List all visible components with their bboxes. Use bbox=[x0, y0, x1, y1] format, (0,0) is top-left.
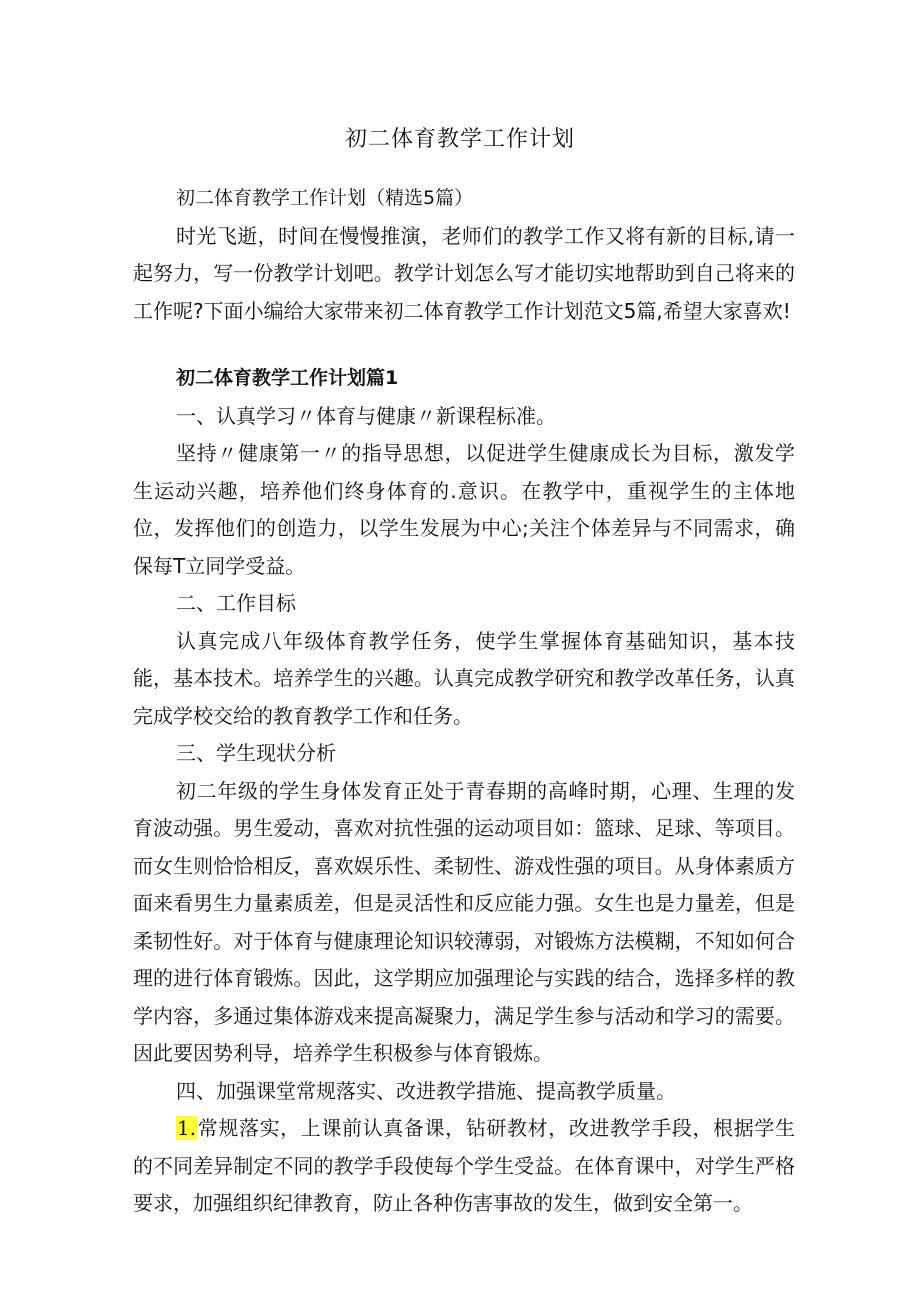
paragraph-3: 初二年级的学生身体发育正处于青春期的高峰时期，心理、生理的发育波动强。男生爱动，喜欢对抗性强的运动项目如：篮球、足球、等项目。而女生则恰恰相反，喜欢娱乐性、柔韧性、游戏性强的项目。从身体素质方面来看男生力量素质差，但是灵活性和反应能力强。女生也是力量差，但是柔韧性好。对于体育与健康理论知识较薄弱，对锻炼方法模糊，不知如何合理的进行体育锻炼。因此，这学期应加强理论与实践的结合，选择多样的教学内容，多通过集体游戏来提高凝聚力，满足学生参与活动和学习的需要。因此要因势利导，培养学生积极参与体育锻炼。 bbox=[133, 778, 795, 1065]
paragraph-1: 坚持〃健康第一〃的指导思想，以促进学生健康成长为目标，激发学生运动兴趣，培养他们终身体育的.意识。在教学中，重视学生的主体地位，发挥他们的创造力，以学生发展为中心;关注个体差异与不同需求，确保每T立同学受益。 bbox=[133, 441, 795, 578]
subheading-1: 一、认真学习〃体育与健康〃新课程标准。 bbox=[176, 403, 556, 428]
section-heading: 初二体育教学工作计划篇1 bbox=[176, 367, 399, 389]
subheading-4: 四、加强课堂常规落实、改进教学措施、提高教学质量。 bbox=[176, 1078, 676, 1103]
paragraph-4-text: 常规落实，上课前认真备课，钻研教材，改进教学手段，根据学生的不同差异制定不同的教学手段使每个学生受益。在体育课中，对学生严格要求，加强组织纪律教育，防止各种伤害事故的发生，做到安全第一。 bbox=[133, 1116, 795, 1215]
document-subtitle: 初二体育教学工作计划（精选5篇） bbox=[176, 187, 474, 209]
subheading-2: 二、工作目标 bbox=[176, 591, 296, 615]
paragraph-4 bbox=[133, 1110, 795, 1223]
highlighted-number: 1. bbox=[177, 1116, 197, 1140]
document-body bbox=[133, 180, 795, 1223]
paragraph-2: 认真完成八年级体育教学任务，使学生掌握体育基础知识，基本技能，基本技术。培养学生的兴趣。认真完成教学研究和教学改革任务，认真完成学校交给的教育教学工作和任务。 bbox=[133, 628, 795, 728]
subheading-3: 三、学生现状分析 bbox=[176, 741, 336, 765]
intro-paragraph: 时光飞逝，时间在慢慢推演，老师们的教学工作又将有新的目标,请一起努力，写一份教学计划吧。教学计划怎么写才能切实地帮助到自己将来的工作呢?下面小编给大家带来初二体育教学工作计划范文5篇,希望大家喜欢! bbox=[133, 223, 795, 323]
document-title: 初二体育教学工作计划 bbox=[344, 127, 575, 152]
